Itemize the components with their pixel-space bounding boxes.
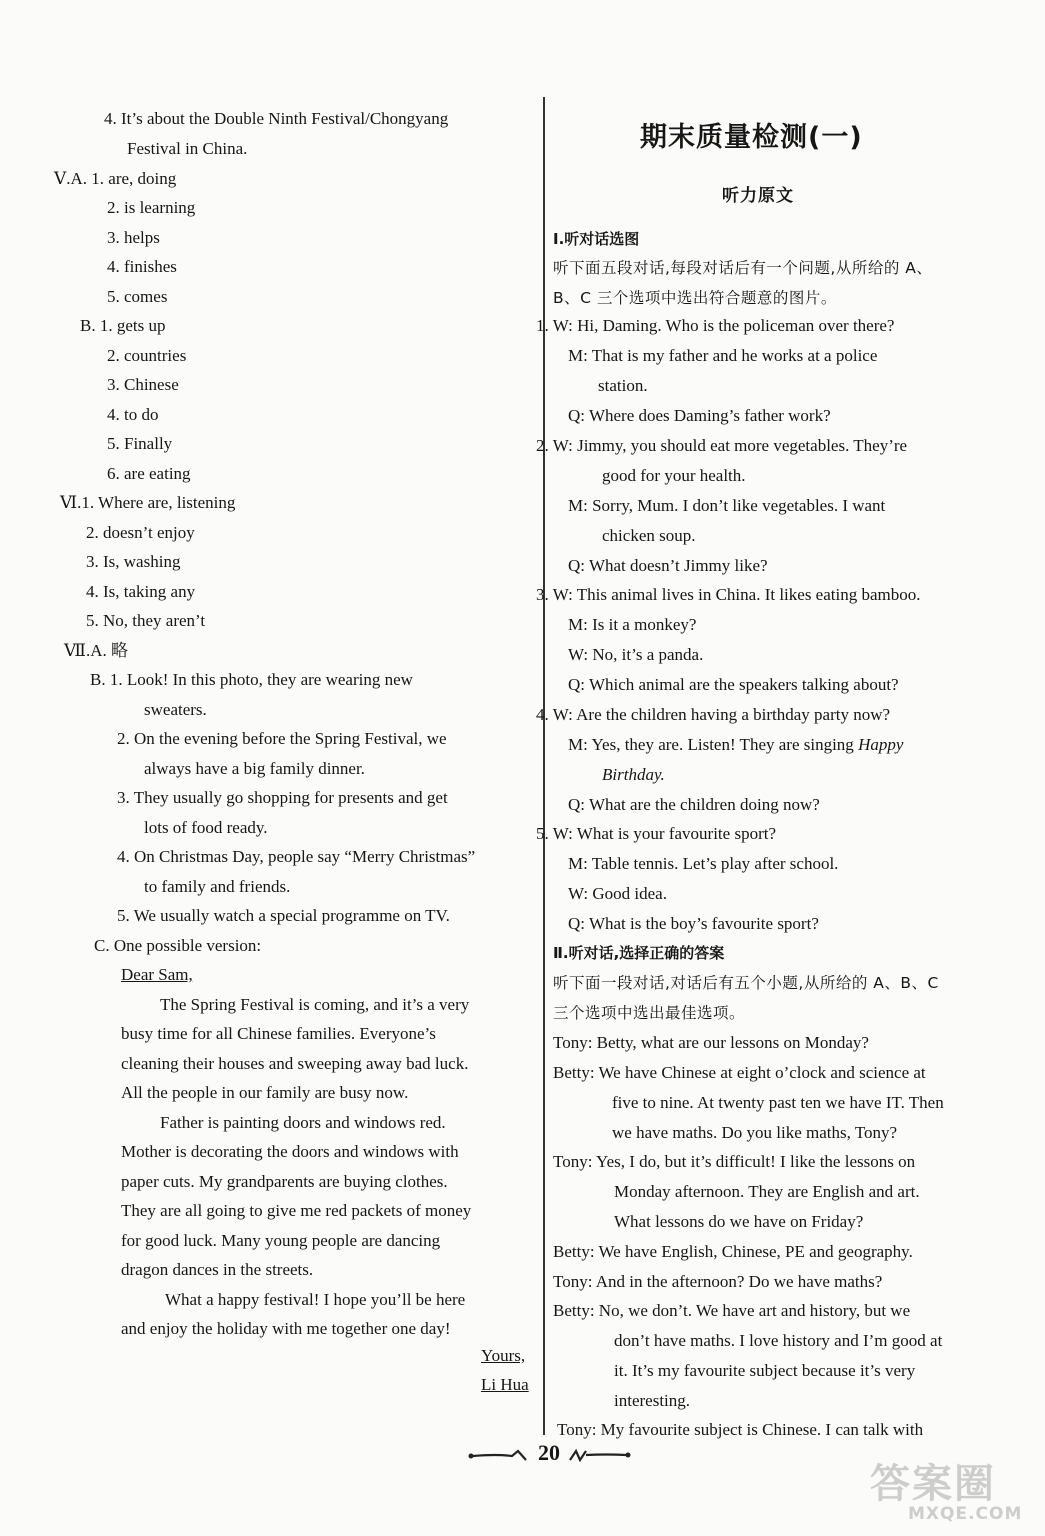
answer-line: cleaning their houses and sweeping away bad luck. xyxy=(121,1054,469,1073)
page-number: 20 xyxy=(538,1440,560,1465)
transcript-line: Tony: And in the afternoon? Do we have maths? xyxy=(553,1272,883,1291)
transcript-line: Betty: No, we don’t. We have art and history, but we xyxy=(553,1301,911,1320)
answer-line: always have a big family dinner. xyxy=(144,759,365,778)
answer-line: Yours, xyxy=(481,1346,526,1365)
transcript-line: good for your health. xyxy=(602,466,746,485)
section-heading-line: Ⅰ.听对话选图 xyxy=(553,230,640,248)
transcript-line: Tony: Betty, what are our lessons on Monday? xyxy=(553,1033,869,1052)
answer-line: sweaters. xyxy=(144,700,207,719)
transcript-line: Q: What are the children doing now? xyxy=(568,795,820,814)
transcript-line: M: Sorry, Mum. I don’t like vegetables. I want xyxy=(568,496,886,515)
answer-line: 5. No, they aren’t xyxy=(86,611,206,630)
section-heading-line: B、C 三个选项中选出符合题意的图片。 xyxy=(553,289,837,307)
transcript-line: M: Table tennis. Let’s play after school. xyxy=(568,854,839,873)
transcript-line: interesting. xyxy=(614,1391,691,1410)
transcript-line: Birthday. xyxy=(602,765,665,784)
answer-line: 5. Finally xyxy=(107,434,173,453)
answer-line: Father is painting doors and windows red. xyxy=(160,1113,446,1132)
transcript-line: Q: Which animal are the speakers talking about? xyxy=(568,675,899,694)
exam-title: 期末质量检测(一) xyxy=(640,122,863,153)
transcript-line: chicken soup. xyxy=(602,526,696,545)
column-divider xyxy=(543,97,545,1435)
answer-line: lots of food ready. xyxy=(144,818,268,837)
transcript-line: Tony: Yes, I do, but it’s difficult! I like the lessons on xyxy=(553,1152,916,1171)
transcript-line: 3. W: This animal lives in China. It likes eating bamboo. xyxy=(536,585,921,604)
transcript-line: M: That is my father and he works at a police xyxy=(568,346,878,365)
transcript-line: Monday afternoon. They are English and art. xyxy=(614,1182,920,1201)
answer-line: 5. We usually watch a special programme on TV. xyxy=(117,906,450,925)
answer-line: 2. On the evening before the Spring Festival, we xyxy=(117,729,447,748)
answer-line: 2. doesn’t enjoy xyxy=(86,523,195,542)
answer-line: 2. countries xyxy=(107,346,187,365)
transcript-line: M: Yes, they are. Listen! They are singing Happy xyxy=(568,735,904,754)
transcript-line: 2. W: Jimmy, you should eat more vegetables. They’re xyxy=(536,436,908,455)
answer-line: 3. Is, washing xyxy=(86,552,181,571)
transcript-line: Betty: We have English, Chinese, PE and geography. xyxy=(553,1242,913,1261)
answer-line: Li Hua xyxy=(481,1375,529,1394)
section-subtitle: 听力原文 xyxy=(722,186,794,206)
answer-line: Ⅶ.A. 略 xyxy=(64,641,128,660)
transcript-line: 1. W: Hi, Daming. Who is the policeman over there? xyxy=(536,316,895,335)
answer-line: C. One possible version: xyxy=(94,936,262,955)
answer-line: The Spring Festival is coming, and it’s a very xyxy=(160,995,470,1014)
answer-line: 6. are eating xyxy=(107,464,191,483)
transcript-line: W: No, it’s a panda. xyxy=(568,645,704,664)
answer-line: What a happy festival! I hope you’ll be here xyxy=(165,1290,466,1309)
answer-line: 4. On Christmas Day, people say “Merry Christmas” xyxy=(117,847,476,866)
answer-line: and enjoy the holiday with me together one day! xyxy=(121,1319,451,1338)
watermark-logo-text: 答案圈 xyxy=(870,1461,996,1507)
section-heading-line: Ⅱ.听对话,选择正确的答案 xyxy=(553,944,725,962)
answer-line: Festival in China. xyxy=(127,139,248,158)
answer-line: Ⅵ.1. Where are, listening xyxy=(60,493,236,512)
transcript-line: station. xyxy=(598,376,648,395)
answer-line: 4. Is, taking any xyxy=(86,582,196,601)
answer-line: paper cuts. My grandparents are buying clothes. xyxy=(121,1172,448,1191)
answer-line: 4. to do xyxy=(107,405,159,424)
transcript-line: What lessons do we have on Friday? xyxy=(614,1212,864,1231)
section-heading-line: 三个选项中选出最佳选项。 xyxy=(553,1004,746,1022)
transcript-line: don’t have maths. I love history and I’m good at xyxy=(614,1331,943,1350)
section-heading-line: 听下面五段对话,每段对话后有一个问题,从所给的 A、 xyxy=(553,259,933,277)
page-ornament-left xyxy=(468,1448,530,1462)
transcript-line: Betty: We have Chinese at eight o’clock and science at xyxy=(553,1063,926,1082)
transcript-line: it. It’s my favourite subject because it’s very xyxy=(614,1361,916,1380)
transcript-line: Q: What is the boy’s favourite sport? xyxy=(568,914,819,933)
answer-line: busy time for all Chinese families. Everyone’s xyxy=(121,1024,436,1043)
answer-line: 4. finishes xyxy=(107,257,177,276)
answer-line: dragon dances in the streets. xyxy=(121,1260,314,1279)
transcript-line: Q: Where does Daming’s father work? xyxy=(568,406,831,425)
answer-line: 5. comes xyxy=(107,287,168,306)
answer-line: 3. helps xyxy=(107,228,160,247)
answer-line: 3. They usually go shopping for presents and get xyxy=(117,788,448,807)
transcript-line: Q: What doesn’t Jimmy like? xyxy=(568,556,768,575)
transcript-line: 5. W: What is your favourite sport? xyxy=(536,824,776,843)
transcript-line: W: Good idea. xyxy=(568,884,667,903)
answer-line: 2. is learning xyxy=(107,198,196,217)
transcript-line: we have maths. Do you like maths, Tony? xyxy=(612,1123,898,1142)
page-ornament-right xyxy=(568,1448,632,1462)
answer-line: for good luck. Many young people are dancing xyxy=(121,1231,441,1250)
answer-line: to family and friends. xyxy=(144,877,291,896)
transcript-line: five to nine. At twenty past ten we have IT. Then xyxy=(612,1093,944,1112)
transcript-line: 4. W: Are the children having a birthday party now? xyxy=(536,705,891,724)
answer-line: 4. It’s about the Double Ninth Festival/Chongyang xyxy=(104,109,449,128)
section-heading-line: 听下面一段对话,对话后有五个小题,从所给的 A、B、C xyxy=(553,974,939,992)
song-title-fragment: Happy xyxy=(858,735,904,754)
answer-line: 3. Chinese xyxy=(107,375,179,394)
answer-line: B. 1. gets up xyxy=(80,316,166,335)
watermark-logo xyxy=(868,1452,1038,1532)
answer-line: Ⅴ.A. 1. are, doing xyxy=(54,169,177,188)
answer-line: They are all going to give me red packets of money xyxy=(121,1201,472,1220)
transcript-line: Tony: My favourite subject is Chinese. I can talk with xyxy=(557,1420,924,1439)
answer-line: B. 1. Look! In this photo, they are wearing new xyxy=(90,670,413,689)
answer-line: Dear Sam, xyxy=(121,965,193,984)
answer-line: All the people in our family are busy now. xyxy=(121,1083,409,1102)
watermark-site-text: MXQE.COM xyxy=(908,1504,1023,1524)
answer-line: Mother is decorating the doors and windows with xyxy=(121,1142,459,1161)
transcript-line: M: Is it a monkey? xyxy=(568,615,697,634)
